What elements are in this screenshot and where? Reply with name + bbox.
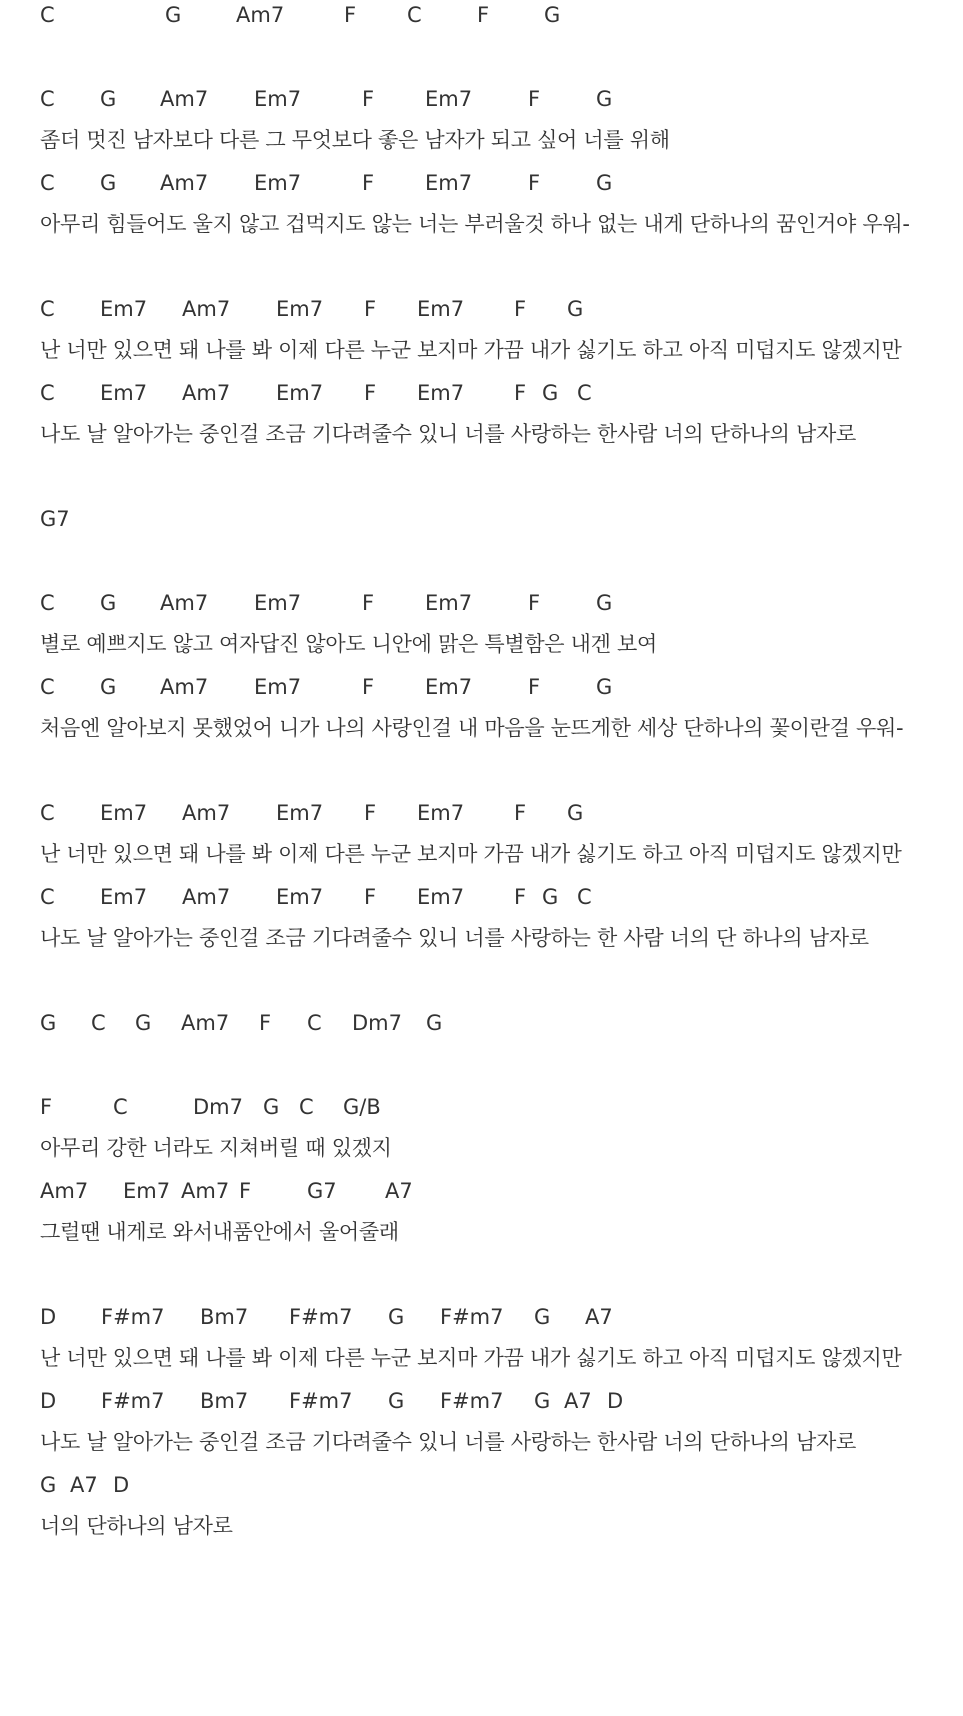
lyric-line: 좀더 멋진 남자보다 다른 그 무엇보다 좋은 남자가 되고 싶어 너를 위해 <box>40 128 670 152</box>
chord: G <box>40 1473 57 1497</box>
chord: G/B <box>343 1095 381 1119</box>
chord: G <box>567 801 584 825</box>
lyric-line: 처음엔 알아보지 못했었어 니가 나의 사랑인걸 내 마음을 눈뜨게한 세상 단하나의 꽃이란걸 우워- <box>40 716 904 740</box>
chord: Em7 <box>425 87 473 111</box>
chord: Am7 <box>182 801 231 825</box>
chord: G <box>100 171 117 195</box>
chord: Em7 <box>276 297 324 321</box>
chord: D <box>113 1473 130 1497</box>
chord: G <box>542 381 559 405</box>
chord: D <box>40 1305 57 1329</box>
lyric-line: 나도 날 알아가는 중인걸 조금 기다려줄수 있니 너를 사랑하는 한사람 너의 단하나의 남자로 <box>40 1430 856 1454</box>
chord: G <box>135 1011 152 1035</box>
chord: Bm7 <box>200 1305 249 1329</box>
chord: G <box>165 3 182 27</box>
chord: Am7 <box>160 675 209 699</box>
chord: Em7 <box>254 675 302 699</box>
chord: Em7 <box>254 87 302 111</box>
chord: C <box>113 1095 128 1119</box>
chord: Em7 <box>417 381 465 405</box>
chord: C <box>40 87 55 111</box>
chord: C <box>40 885 55 909</box>
lyric-line: 별로 예쁘지도 않고 여자답진 않아도 니안에 맑은 특별함은 내겐 보여 <box>40 632 657 656</box>
chord: G <box>567 297 584 321</box>
chord: G <box>596 87 613 111</box>
chord: Em7 <box>417 801 465 825</box>
chord: Am7 <box>160 87 209 111</box>
chord: G <box>100 675 117 699</box>
lyric-line: 난 너만 있으면 돼 나를 봐 이제 다른 누군 보지마 가끔 내가 싫기도 하고 아직 미덥지도 않겠지만 <box>40 842 902 866</box>
chord: Em7 <box>100 801 148 825</box>
chord: F <box>477 3 490 27</box>
chord-line <box>40 168 613 198</box>
chord-line <box>40 1092 381 1122</box>
chord: F <box>514 381 527 405</box>
chord: C <box>91 1011 106 1035</box>
chord: G <box>534 1305 551 1329</box>
chord: F <box>364 885 377 909</box>
chord: G <box>596 171 613 195</box>
chord: G <box>542 885 559 909</box>
chord: A7 <box>585 1305 613 1329</box>
chord: F <box>528 675 541 699</box>
chord: Am7 <box>181 1179 230 1203</box>
chord: Em7 <box>417 885 465 909</box>
chord: F <box>364 297 377 321</box>
chord: F <box>364 381 377 405</box>
chord-line <box>40 882 592 912</box>
chord-line <box>40 1008 443 1038</box>
chord: G <box>388 1305 405 1329</box>
chord: C <box>40 381 55 405</box>
lyric-line: 너의 단하나의 남자로 <box>40 1514 233 1538</box>
chord: F <box>362 87 375 111</box>
chord-line <box>40 1302 613 1332</box>
chord-line <box>40 1470 130 1500</box>
chord: Bm7 <box>200 1389 249 1413</box>
chord: D <box>40 1389 57 1413</box>
chord: F#m7 <box>440 1305 504 1329</box>
chord: D <box>607 1389 624 1413</box>
chord: Am7 <box>182 381 231 405</box>
chord: C <box>577 381 592 405</box>
chord: G <box>544 3 561 27</box>
chord: Dm7 <box>352 1011 402 1035</box>
chord: G <box>100 591 117 615</box>
chord: Em7 <box>100 885 148 909</box>
chord: Em7 <box>123 1179 171 1203</box>
chord-line <box>40 1386 624 1416</box>
chord: Am7 <box>160 171 209 195</box>
chord-line <box>40 798 584 828</box>
chord: Am7 <box>182 297 231 321</box>
chord-line <box>40 294 584 324</box>
chord: G <box>100 87 117 111</box>
chord: F <box>362 591 375 615</box>
chord: F <box>239 1179 252 1203</box>
chord: G7 <box>307 1179 337 1203</box>
chord: C <box>307 1011 322 1035</box>
chord: Am7 <box>40 1179 89 1203</box>
chord-line <box>40 84 613 114</box>
chord: Am7 <box>181 1011 230 1035</box>
chord: C <box>40 801 55 825</box>
lyric-line: 아무리 강한 너라도 지쳐버릴 때 있겠지 <box>40 1136 392 1160</box>
chord: Em7 <box>254 171 302 195</box>
chord: G <box>40 1011 57 1035</box>
chord: Em7 <box>425 171 473 195</box>
chord: G <box>596 675 613 699</box>
chord: Am7 <box>182 885 231 909</box>
chord: C <box>40 171 55 195</box>
chord: C <box>577 885 592 909</box>
chord: G <box>388 1389 405 1413</box>
lyric-line: 나도 날 알아가는 중인걸 조금 기다려줄수 있니 너를 사랑하는 한사람 너의 단하나의 남자로 <box>40 422 856 446</box>
chord: C <box>40 3 55 27</box>
chord: F <box>259 1011 272 1035</box>
chord: F <box>362 171 375 195</box>
chord: F <box>528 591 541 615</box>
chord-line <box>40 378 592 408</box>
chord: Am7 <box>236 3 285 27</box>
chord: Em7 <box>417 297 465 321</box>
chord: F <box>528 171 541 195</box>
chord: F <box>362 675 375 699</box>
chord: F#m7 <box>440 1389 504 1413</box>
chord: Em7 <box>425 591 473 615</box>
chord: A7 <box>70 1473 98 1497</box>
chord: Dm7 <box>193 1095 243 1119</box>
chord: Em7 <box>276 381 324 405</box>
chord: F <box>514 297 527 321</box>
chord: F <box>528 87 541 111</box>
chord: G <box>596 591 613 615</box>
chord-line <box>40 504 70 534</box>
chord: F <box>514 885 527 909</box>
chord: F#m7 <box>289 1305 353 1329</box>
chord: Em7 <box>425 675 473 699</box>
chord-line <box>40 588 613 618</box>
chord: Em7 <box>100 381 148 405</box>
chord: Em7 <box>100 297 148 321</box>
chord: Em7 <box>254 591 302 615</box>
chord: C <box>40 591 55 615</box>
chord: F#m7 <box>289 1389 353 1413</box>
chord: A7 <box>385 1179 413 1203</box>
chord-line <box>40 672 613 702</box>
chord: F <box>514 801 527 825</box>
chord: C <box>40 675 55 699</box>
chord: F#m7 <box>101 1305 165 1329</box>
chord: Em7 <box>276 801 324 825</box>
lyric-line: 그럴땐 내게로 와서내품안에서 울어줄래 <box>40 1220 399 1244</box>
chord: C <box>407 3 422 27</box>
chord: C <box>299 1095 314 1119</box>
chord-line <box>40 0 561 30</box>
lyric-line: 난 너만 있으면 돼 나를 봐 이제 다른 누군 보지마 가끔 내가 싫기도 하고 아직 미덥지도 않겠지만 <box>40 338 902 362</box>
lyric-line: 아무리 힘들어도 울지 않고 겁먹지도 않는 너는 부러울것 하나 없는 내게 단하나의 꿈인거야 우워- <box>40 212 910 236</box>
chord: F#m7 <box>101 1389 165 1413</box>
chord: Am7 <box>160 591 209 615</box>
chord: F <box>344 3 357 27</box>
lyric-line: 나도 날 알아가는 중인걸 조금 기다려줄수 있니 너를 사랑하는 한 사람 너의 단 하나의 남자로 <box>40 926 869 950</box>
chord: G7 <box>40 507 70 531</box>
chord: F <box>40 1095 53 1119</box>
chord: G <box>263 1095 280 1119</box>
chord: G <box>426 1011 443 1035</box>
chord-line <box>40 1176 413 1206</box>
chord: F <box>364 801 377 825</box>
chord: A7 <box>564 1389 592 1413</box>
lyric-line: 난 너만 있으면 돼 나를 봐 이제 다른 누군 보지마 가끔 내가 싫기도 하고 아직 미덥지도 않겠지만 <box>40 1346 902 1370</box>
chord: C <box>40 297 55 321</box>
chord: G <box>534 1389 551 1413</box>
chord: Em7 <box>276 885 324 909</box>
